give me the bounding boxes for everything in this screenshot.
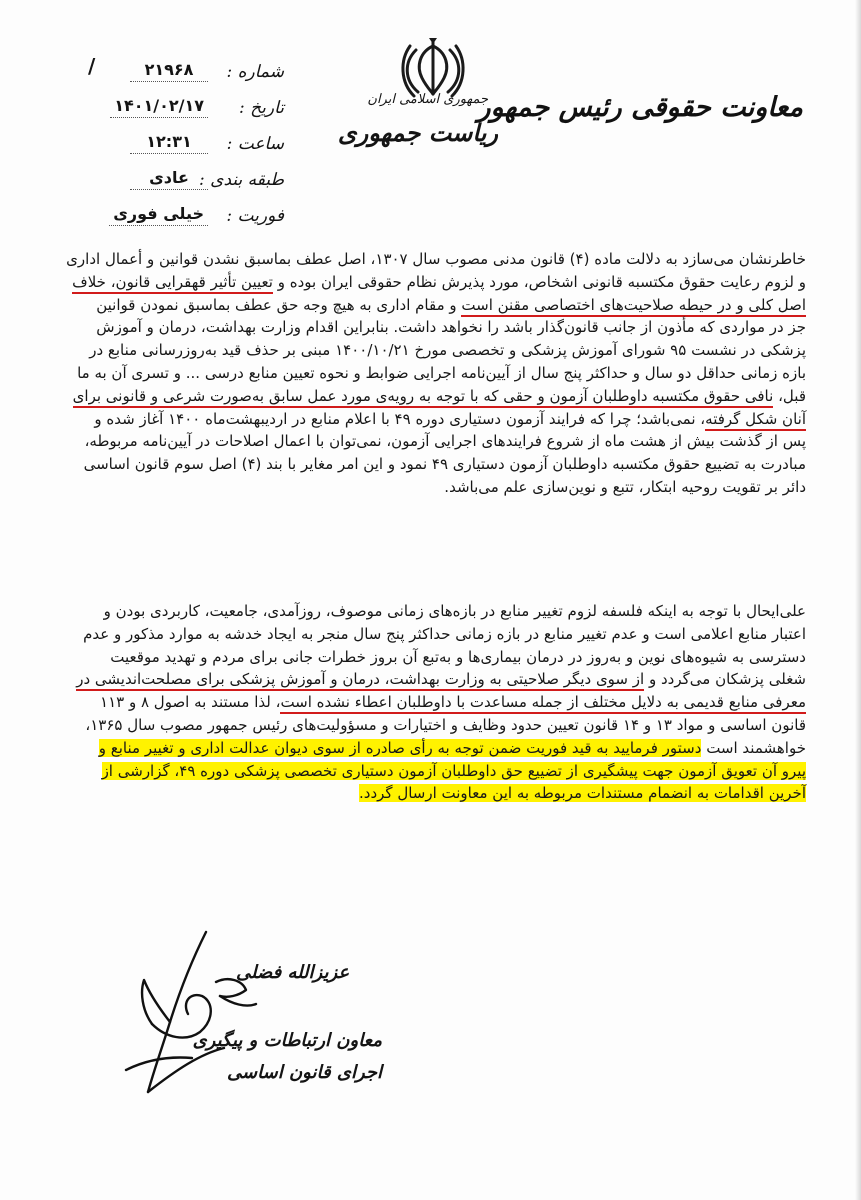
underlined-text: اصل کلی و در حیطه صلاحیت‌های اختصاصی مقنن است — [461, 296, 806, 317]
time-value: ۱۲:۳۱ — [130, 132, 208, 154]
underlined-text: نافی حقوق مکتسبه داوطلبان آزمون و حقی که با توجه به رویه‌ی مورد عمل سابق به‌صورت شرعی و قانونی برای — [73, 387, 774, 408]
number-field — [84, 62, 284, 88]
date-label: تاریخ : — [239, 98, 284, 118]
republic-label: جمهوری اسلامی ایران — [367, 92, 488, 107]
time-field — [84, 134, 284, 160]
presidency-label: ریاست جمهوری — [337, 118, 498, 147]
text-line: خاطرنشان می‌سازد به دلالت ماده (۴) قانون مدنی مصوب سال ۱۳۰۷، اصل عطف بماسبق نشدن قوانین و أعمال اداری — [66, 250, 806, 268]
department-title: معاونت حقوقی رئیس جمهور — [477, 92, 803, 123]
body-paragraph-2 — [68, 600, 806, 805]
text-line — [68, 271, 806, 294]
text-line: علی‌ایحال با توجه به اینکه فلسفه لزوم تغییر منابع در بازه‌های زمانی موصوف، روزآمدی، جامعیت، کاربردی بودن و — [103, 602, 806, 620]
text-segment: ، نمی‌باشد؛ چرا که فرایند آزمون دستیاری دوره ۴۹ با اعلام منابع در اردیبهشت‌ماه ۱۴۰۰ آغاز شده و — [94, 409, 706, 428]
text-line: بازه زمانی حداقل دو سال و حداکثر پنج سال از آیین‌نامه اجرایی ضوابط و نحوه تعیین منابع درسی ... و تسری آن به ما — [77, 363, 806, 382]
text-segment: و مقام اداری به هیچ وجه حق عطف بماسبق نمودن قوانین — [96, 295, 457, 314]
date-value: ۱۴۰۱/۰۲/۱۷ — [110, 96, 208, 118]
handwritten-signature — [96, 920, 346, 1120]
highlighted-text: پیرو آن تعویق آزمون جهت پیشگیری از تضییع حق داوطلبان آزمون دستیاری تخصصی پزشکی دوره ۴۹، گزارشی از — [101, 761, 806, 780]
text-segment: قبل، — [778, 386, 806, 405]
text-line: پزشکی در نشست ۹۵ شورای آموزش پزشکی و تخصصی مورخ ۱۴۰۰/۱۰/۲۱ مبنی بر حذف قید به‌روزرسانی منابع در — [89, 341, 806, 360]
text-line: جز در مواردی که مأذون از جانب قانون‌گذار باشد را نخواهد داشت. بنابراین اقدام وزارت بهداشت، درمان و آموزش — [96, 318, 806, 337]
classification-label: طبقه بندی : — [199, 170, 284, 190]
highlighted-text: دستور فرمایید به قید فوریت ضمن توجه به رأی صادره از سوی دیوان عدالت اداری و تغییر منابع و — [98, 738, 702, 757]
underlined-text: تعیین تأثیر قهقرایی قانون، خلاف — [72, 273, 273, 294]
text-segment: و لزوم رعایت حقوق مکتسبه قانونی اشخاص، مورد پذیرش نظام حقوقی ایران بوده و — [277, 272, 806, 291]
text-line — [68, 760, 806, 783]
text-line — [68, 408, 806, 431]
text-line — [68, 294, 806, 317]
text-line: قانون اساسی و مواد ۱۳ و ۱۴ قانون تعیین حدود وظایف و اختیارات و مسؤولیت‌های رئیس جمهور مصوب سال ۱۳۶۵، — [85, 715, 806, 734]
number-label: شماره : — [226, 62, 284, 82]
time-label: ساعت : — [226, 134, 284, 154]
text-segment: شغلی پزشکان می‌گردد و — [648, 670, 806, 689]
highlighted-text: آخرین اقدامات به انضمام مستندات مربوطه به این معاونت ارسال گردد. — [359, 784, 806, 803]
underlined-text: از سوی دیگر صلاحیتی به وزارت بهداشت، درمان و آموزش پزشکی برای مصلحت‌اندیشی در — [76, 670, 644, 691]
classification-value: عادی — [130, 168, 208, 190]
text-line — [68, 691, 806, 714]
classification-field — [84, 170, 284, 196]
signatory-name: عزیزالله فضلی — [236, 962, 350, 983]
underlined-text: معرفی منابع قدیمی به دلایل مختلف از جمله مساعدت با داوطلبان اعطاء نشده است — [280, 693, 806, 714]
underlined-text: آنان شکل گرفته — [705, 410, 806, 431]
text-line: دائر بر تقویت روحیه ابتکار، تتبع و نوین‌سازی علم می‌باشد. — [444, 477, 806, 496]
text-line — [68, 782, 806, 805]
signatory-title-line-1: معاون ارتباطات و پیگیری — [192, 1030, 382, 1051]
number-slash: / — [88, 54, 96, 78]
text-line — [68, 668, 806, 691]
text-line: پس از گذشت بیش از هشت ماه از شروع فرایندهای اجرایی آزمون، نمی‌توان با اعمال اصلاحات در آیین‌نامه مربوطه، — [84, 432, 806, 451]
number-value: ۲۱۹۶۸ — [130, 60, 208, 82]
text-line — [68, 385, 806, 408]
urgency-field — [84, 206, 284, 232]
page-edge-shadow — [855, 0, 861, 1200]
body-paragraph-1 — [68, 248, 806, 499]
urgency-value: خیلی فوری — [109, 204, 208, 226]
text-line: دسترسی به شیوه‌های نوین و به‌روز در درمان بیماری‌ها و به‌تبع آن بروز خطرات جانی برای مردم و تهدید موقعیت — [110, 647, 806, 666]
text-line — [68, 737, 806, 760]
date-field — [84, 98, 284, 124]
text-line: اعتبار منابع اعلامی است و عدم تغییر منابع در بازه زمانی حداکثر پنج سال منجر به ایجاد خدشه به موارد مذکور و عدم — [83, 624, 806, 643]
text-segment: ، لذا مستند به اصول ۸ و ۱۱۳ — [100, 693, 281, 712]
text-line: مبادرت به تضییع حقوق مکتسبه داوطلبان آزمون دستیاری ۴۹ نمود و این امر مغایر با بند (۴) اصل سوم قانون اساسی — [83, 455, 806, 474]
signatory-title-line-2: اجرای قانون اساسی — [227, 1062, 382, 1083]
urgency-label: فوریت : — [226, 206, 284, 226]
text-segment: خواهشمند است — [706, 738, 806, 757]
